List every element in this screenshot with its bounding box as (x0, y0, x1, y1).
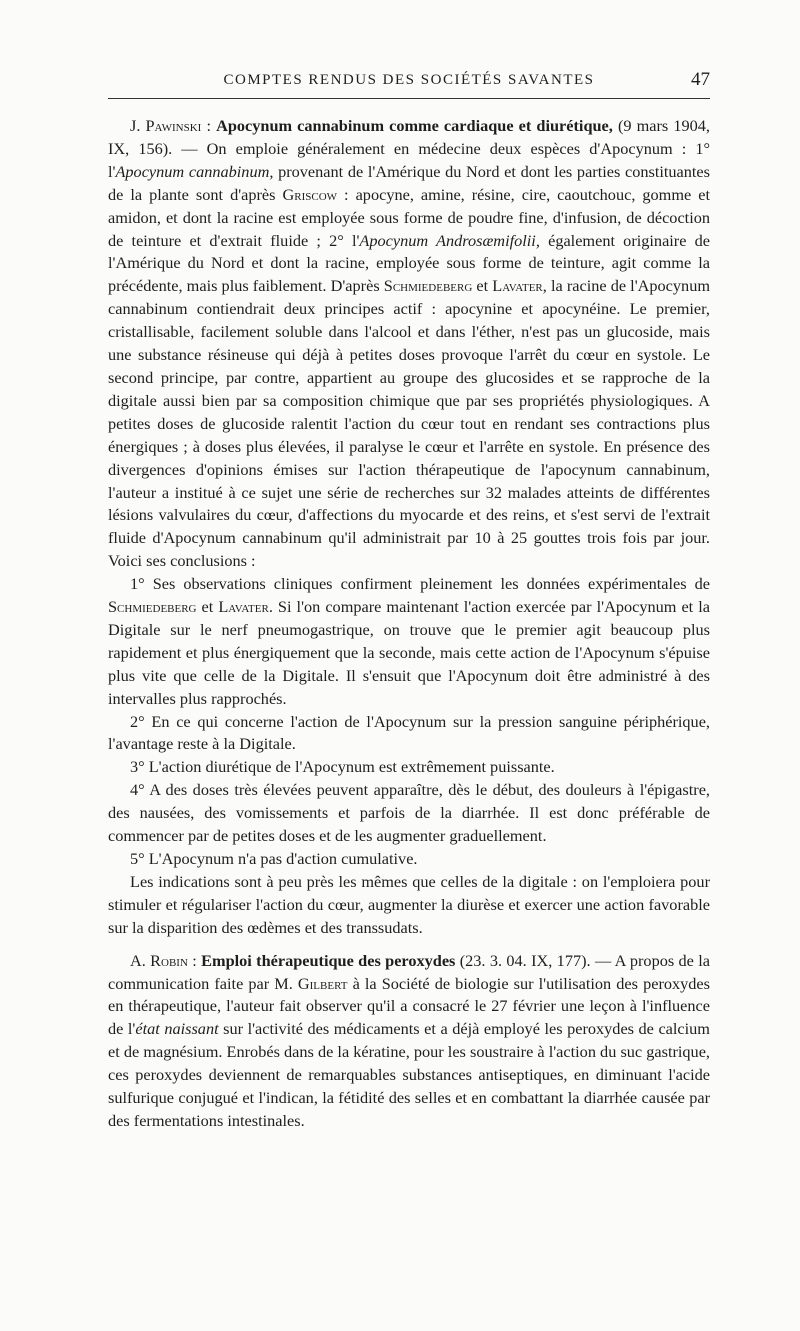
conclusion-5: 5° L'Apocynum n'a pas d'action cumulative. (130, 849, 418, 868)
species-name-2: Apocynum Androsæmifolii, (359, 230, 540, 250)
conclusion-4: 4° A des doses très élevées peuvent apparaître, dès le début, des douleurs à l'épigastre, des nausées, des vomissements et parfois de la diarrhée. Il est donc préférable de commencer par de petites doses et de les augmenter graduellement. (108, 780, 710, 846)
name-lavater-2: Lavater (218, 597, 269, 617)
indications-paragraph: Les indications sont à peu près les mêmes que celles de la digitale : on l'emploiera pour stimuler et régulariser l'action du cœur, augmenter la diurèse et exercer une action favorable sur la disparition des œdèmes et des transsudats. (108, 871, 710, 937)
article-robin: A. Robin : Emploi thérapeutique des peroxydes (23. 3. 04. IX, 177). — A propos de la communication faite par M. Gilbert à la Société de biologie sur l'utilisation des peroxydes en thérapeutique, l'auteur fait observer qu'il a consacré le 27 février une leçon à l'influence de l'état naissant sur l'activité des médicaments et a déjà employé les peroxydes de calcium et de magnésium. Enrobés dans de la kératine, pour les soustraire à l'action du suc gastrique, ces peroxydes deviennent de remarquables substances antiseptiques, en diminuant l'acide sulfurique conjugué et l'indican, la fétidité des selles et en combattant la diarrhée causée par des fermentations intestinales. (108, 950, 710, 1130)
conclusion-2: 2° En ce qui concerne l'action de l'Apocynum sur la pression sanguine périphérique, l'avantage reste à la Digitale. (108, 711, 710, 754)
species-name-1: Apocynum cannabinum, (115, 161, 274, 181)
conclusion-1: 1° Ses observations cliniques confirment pleinement les données expérimentales de Schmiedeberg et Lavater. Si l'on compare maintenant l'action exercée par l'Apocynum et la Digitale sur le nerf pneumogastrique, on trouve que le premier agit beaucoup plus rapidement et plus énergiquement que la seconde, mais cette action de l'Apocynum s'épuise plus vite que celle de la Digitale. Il s'ensuit que l'Apocynum doit être administré à des intervalles plus rapprochés. (108, 574, 710, 708)
name-schmiedeberg-2: Schmiedeberg (108, 597, 197, 617)
name-griscow: Griscow (282, 184, 338, 204)
page-number: 47 (691, 69, 710, 90)
term-etat-naissant: état naissant (135, 1019, 219, 1039)
name-schmiedeberg: Schmiedeberg (383, 276, 473, 296)
header-title: COMPTES RENDUS DES SOCIÉTÉS SAVANTES (223, 72, 595, 88)
article-pawinski-intro: J. Pawinski : Apocynum cannabinum comme cardiaque et diurétique, (9 mars 1904, IX, 156). — On emploie généralement en médecine deux espèces d'Apocynum : 1° l'Apocynum cannabinum, provenant de l'Amérique du Nord et dont les parties constituantes de la plante sont d'après Griscow : apocyne, amine, résine, cire, caoutchouc, gomme et amidon, et dont la racine est employée sous forme de poudre fine, d'infusion, de décoction de teinture et d'extrait fluide ; 2° l'Apocynum Androsæmifolii, également originaire de l'Amérique du Nord et dont la racine, employée sous forme de teinture, agit comme la précédente, mais plus faiblement. D'après Schmiedeberg et Lavater, la racine de l'Apocynum cannabinum contiendrait deux principes actif : apocynine et apocynéine. Le premier, cristallisable, facilement soluble dans l'alcool et dans l'éther, n'est pas un glucoside, mais une substance résineuse qui déjà à petites doses provoque l'arrêt du cœur en systole. Le second principe, par contre, appartient au groupe des glucosides et se rapproche de la digitale aussi bien par sa composition chimique que par ses propriétés physiologiques. A petites doses de glucoside ralentit l'action du cœur tout en rendant ses contractions plus énergiques ; à doses plus élevées, il paralyse le cœur et l'arrête en systole. En présence des divergences d'opinions émises sur l'action thérapeutique de l'apocynum cannabinum, l'auteur a institué à ce sujet une série de recherches sur 32 malades atteints de différentes lésions valvulaires du cœur, d'affections du myocarde et des reins, et s'est servi de l'extrait fluide d'Apocynum cannabinum qu'il administrait par 10 à 25 gouttes trois fois par jour. Voici ses conclusions : (108, 116, 711, 571)
conclusion-3: 3° L'action diurétique de l'Apocynum est extrêmement puissante. (130, 757, 555, 777)
name-gilbert: Gilbert (297, 973, 348, 993)
article-title-peroxydes: Emploi thérapeutique des peroxydes (201, 950, 456, 970)
page-body (108, 115, 710, 1133)
author-pawinski: J. Pawinski (130, 116, 202, 135)
article-title-apocynum: Apocynum cannabinum comme cardiaque et diurétique, (216, 116, 613, 135)
running-header (108, 69, 710, 99)
author-robin: A. Robin (130, 950, 188, 970)
name-lavater: Lavater (492, 276, 543, 296)
